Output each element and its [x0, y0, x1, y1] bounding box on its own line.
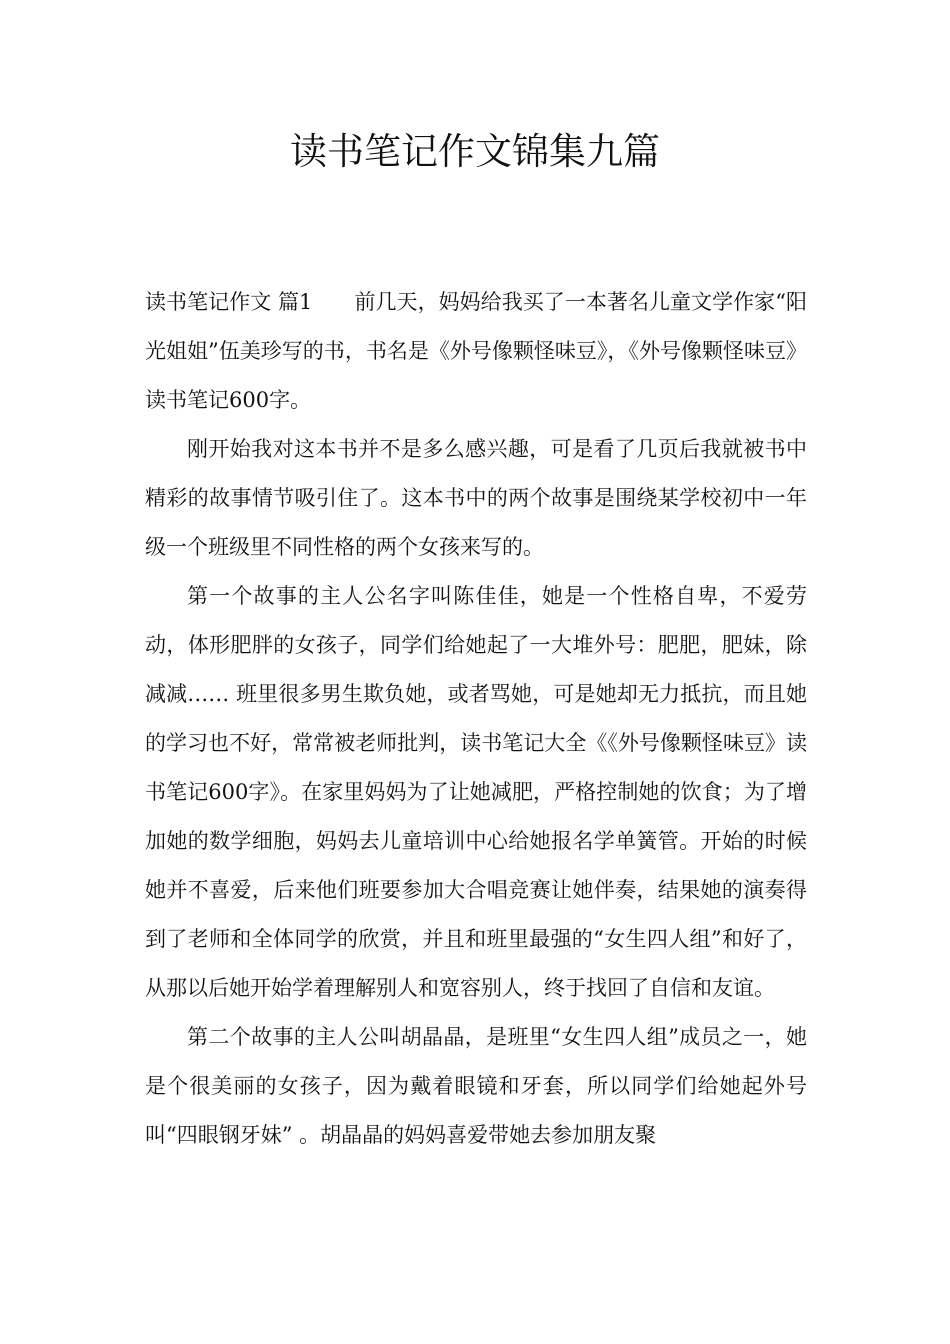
document-title: 读书笔记作文锦集九篇	[290, 130, 660, 173]
paragraph-3: 第一个故事的主人公名字叫陈佳佳，她是一个性格自卑，不爱劳动，体形肥胖的女孩子，同学们给她起了一大堆外号：肥肥，肥妹，除减减…… 班里很多男生欺负她，或者骂她，可是她却无力抵抗，而且她的学习也不好，常常被老师批判，读书笔记大全《《外号像颗怪味豆》读书笔记600字》。在家里妈妈为了让她减肥，严格控制她的饮食；为了增加她的数学细胞，妈妈去儿童培训中心给她报名学单簧管。开始的时候她并不喜爱，后来他们班要参加大合唱竞赛让她伴奏，结果她的演奏得到了老师和全体同学的欣赏，并且和班里最强的“女生四人组”和好了，从那以后她开始学着理解别人和宽容别人，终于找回了自信和友谊。	[145, 584, 807, 1000]
paragraph-4: 第二个故事的主人公叫胡晶晶，是班里“女生四人组”成员之一，她是个很美丽的女孩子，因为戴着眼镜和牙套，所以同学们给她起外号叫“四眼钢牙妹” 。胡晶晶的妈妈喜爱带她去参加朋友聚	[145, 1025, 807, 1147]
document-body	[145, 278, 807, 1160]
paragraph-2: 刚开始我对这本书并不是多么感兴趣，可是看了几页后我就被书中精彩的故事情节吸引住了。这本书中的两个故事是围绕某学校初中一年级一个班级里不同性格的两个女孩来写的。	[145, 437, 807, 559]
paragraph-1: 读书笔记作文 篇1 前几天，妈妈给我买了一本著名儿童文学作家“阳光姐姐”伍美珍写的书，书名是《外号像颗怪味豆》，《外号像颗怪味豆》读书笔记600字。	[145, 290, 807, 412]
